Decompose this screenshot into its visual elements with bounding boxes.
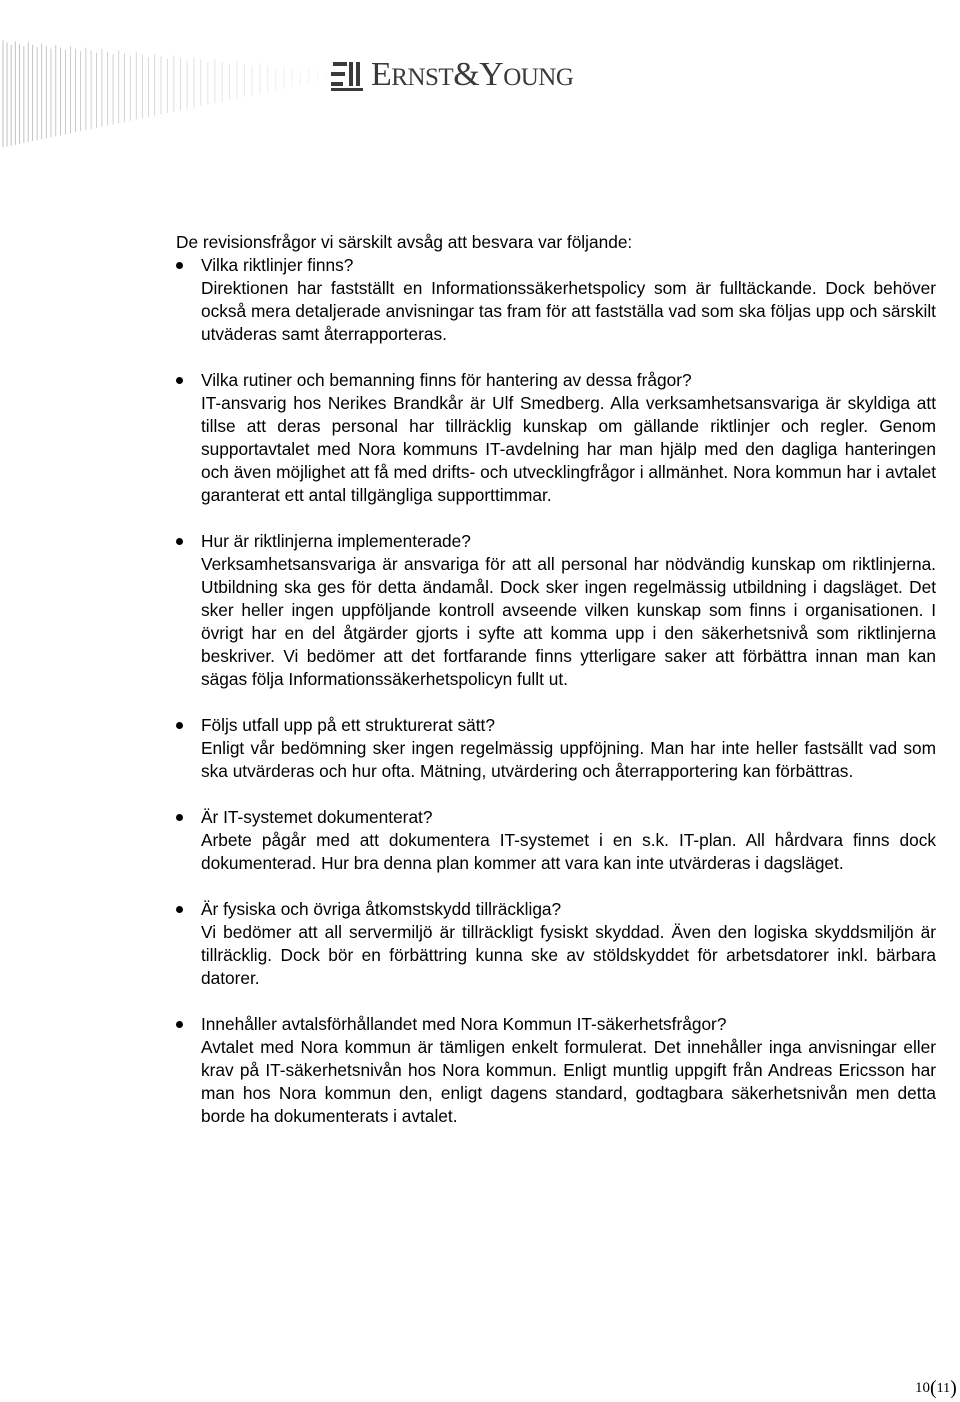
list-item [176,254,936,346]
bullet-icon [176,1021,183,1028]
question-text: Är IT-systemet dokumenterat? [201,807,433,827]
ey-logo-mark-icon [331,58,365,94]
list-item [176,714,936,783]
ernst-young-logo [331,56,573,96]
question-text: Är fysiska och övriga åtkomstskydd tillräckliga? [201,899,562,919]
decorative-line-pattern [0,0,340,150]
bullet-icon [176,722,183,729]
question-text: Hur är riktlinjerna implementerade? [201,531,471,551]
answer-text: Verksamhetsansvariga är ansvariga för att all personal har nödvändig kunskap om riktlinjerna. Utbildning ska ges för detta ändamål. Dock sker ingen regelmässig utbildning i dagsläget. Det sker heller ingen uppföljande kontroll avseende vilken kunskap som finns i organisationen. I övrigt har en del åtgärder gjorts i syfte att komma upp i den säkerhetsnivå som riktlinjerna beskriver. Vi bedömer att det fortfarande finns ytterligare saker att förbättra innan man kan sägas följa Informationssäkerhetspolicyn fullt ut. [201,554,936,689]
list-item [176,1013,936,1128]
question-text: Följs utfall upp på ett strukturerat sätt? [201,715,495,735]
logo-wordmark: ERNST&YOUNG [371,56,574,93]
bullet-icon [176,906,183,913]
answer-text: Arbete pågår med att dokumentera IT-systemet i en s.k. IT-plan. All hårdvara finns dock dokumenterad. Hur bra denna plan kommer att vara kan inte utvärderas i dagsläget. [201,830,936,873]
question-list [176,254,936,1128]
answer-text: Direktionen har fastställt en Informationssäkerhetspolicy som är fulltäckande. Dock behöver också mera detaljerade anvisningar tas fram för att fastställa vad som ska följas upp och särskilt utväderas samt återrapporteras. [201,278,936,344]
document-body [176,231,936,1128]
page-current: 10 [915,1380,930,1396]
bullet-icon [176,538,183,545]
bullet-icon [176,814,183,821]
list-item [176,530,936,691]
intro-text: De revisionsfrågor vi särskilt avsåg att besvara var följande: [176,232,633,252]
answer-text: IT-ansvarig hos Nerikes Brandkår är Ulf Smedberg. Alla verksamhetsansvariga är skyldiga att tillse att deras personal har tillräcklig kunskap om gällande riktlinjer och regler. Genom supportavtalet med Nora kommuns IT-avdelning har man hjälp med den dagliga hanteringen och även möjlighet att få med drifts- och utvecklingfrågor i allmänhet. Nora kommun har i avtalet garanterat ett antal tillgängliga supporttimmar. [201,393,936,505]
list-item [176,806,936,875]
answer-text: Enligt vår bedömning sker ingen regelmässig uppföjning. Man har inte heller fastsällt vad som ska utvärderas och hur ofta. Mätning, utvärdering och återrapportering kan förbättras. [201,738,936,781]
answer-text: Vi bedömer att all servermiljö är tillräckligt fysiskt skyddad. Även den logiska skyddsmiljön är tillräcklig. Dock bör en förbättring kunna ske av stöldskyddet för arbetsdatorer inkl. bärbara datorer. [201,922,936,988]
question-text: Innehåller avtalsförhållandet med Nora Kommun IT-säkerhetsfrågor? [201,1014,727,1034]
bullet-icon [176,262,183,269]
page-number: 10(11) [915,1377,957,1399]
list-item [176,369,936,507]
page-total: 11 [936,1381,951,1396]
bullet-icon [176,377,183,384]
answer-text: Avtalet med Nora kommun är tämligen enkelt formulerat. Det innehåller inga anvisningar eller krav på IT-säkerhetsnivån hos Nora kommun. Enligt muntlig uppgift från Andreas Ericsson har man hos Nora kommun den, enligt dagens standard, godtagbara säkerhetsnivån men detta borde ha dokumenterats i avtalet. [201,1037,936,1126]
question-text: Vilka rutiner och bemanning finns för hantering av dessa frågor? [201,370,692,390]
question-text: Vilka riktlinjer finns? [201,255,354,275]
list-item [176,898,936,990]
